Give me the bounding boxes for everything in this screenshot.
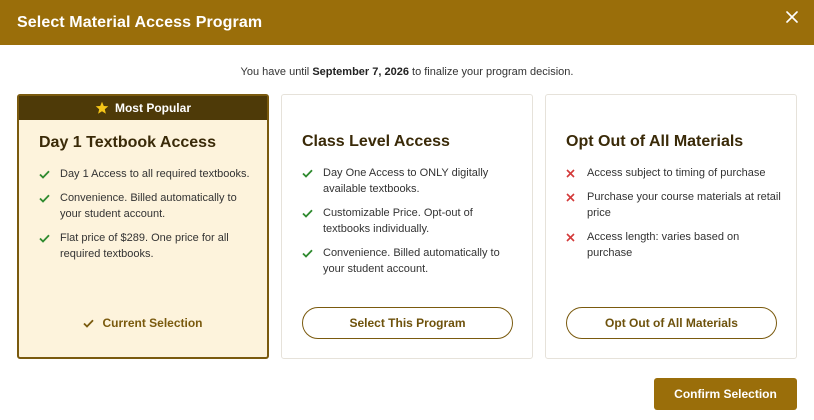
feature-list [566, 165, 781, 269]
dialog-header [0, 0, 814, 45]
program-title: Opt Out of All Materials [566, 133, 744, 150]
confirm-selection-button[interactable]: Confirm Selection [654, 378, 797, 410]
feature-item [39, 190, 254, 222]
dialog-title: Select Material Access Program [17, 13, 263, 31]
program-card-day1[interactable] [17, 94, 269, 359]
feature-item [566, 189, 781, 221]
program-card-opt-out[interactable] [545, 94, 797, 359]
star-icon [95, 101, 109, 115]
check-icon [39, 170, 50, 179]
select-program-button[interactable]: Select This Program [302, 307, 513, 339]
check-icon [302, 169, 313, 178]
close-icon [786, 11, 798, 23]
feature-text: Flat price of $289. One price for all required textbooks. [60, 232, 229, 260]
check-icon [302, 209, 313, 218]
feature-item [39, 166, 254, 182]
feature-item [302, 165, 517, 197]
feature-text: Access length: varies based on purchase [587, 231, 740, 259]
feature-list [302, 165, 517, 285]
check-icon [302, 249, 313, 258]
feature-item [566, 165, 781, 181]
deadline-prefix: You have until [240, 66, 310, 78]
deadline-date: September 7, 2026 [312, 66, 409, 78]
check-icon [83, 319, 94, 328]
ribbon-label: Most Popular [114, 101, 191, 115]
cross-icon [566, 233, 575, 242]
feature-text: Day One Access to ONLY digitally available textbooks. [323, 167, 489, 195]
current-selection-indicator [19, 316, 267, 330]
opt-out-button[interactable]: Opt Out of All Materials [566, 307, 777, 339]
feature-text: Convenience. Billed automatically to your student account. [323, 247, 500, 275]
most-popular-ribbon [19, 96, 267, 120]
program-card-class-level[interactable] [281, 94, 533, 359]
feature-text: Purchase your course materials at retail price [587, 191, 781, 219]
feature-item [566, 229, 781, 261]
close-button[interactable] [780, 6, 804, 28]
feature-item [302, 245, 517, 277]
check-icon [39, 234, 50, 243]
deadline-notice [0, 66, 814, 78]
feature-item [39, 230, 254, 262]
check-icon [39, 194, 50, 203]
cross-icon [566, 193, 575, 202]
current-selection-label: Current Selection [102, 316, 203, 330]
feature-text: Access subject to timing of purchase [587, 167, 766, 179]
feature-text: Customizable Price. Opt-out of textbooks individually. [323, 207, 473, 235]
feature-list [39, 166, 254, 270]
feature-text: Day 1 Access to all required textbooks. [60, 168, 250, 180]
program-title: Class Level Access [302, 133, 450, 150]
deadline-suffix: to finalize your program decision. [412, 66, 574, 78]
program-title: Day 1 Textbook Access [39, 134, 216, 151]
cross-icon [566, 169, 575, 178]
feature-item [302, 205, 517, 237]
feature-text: Convenience. Billed automatically to your student account. [60, 192, 237, 220]
